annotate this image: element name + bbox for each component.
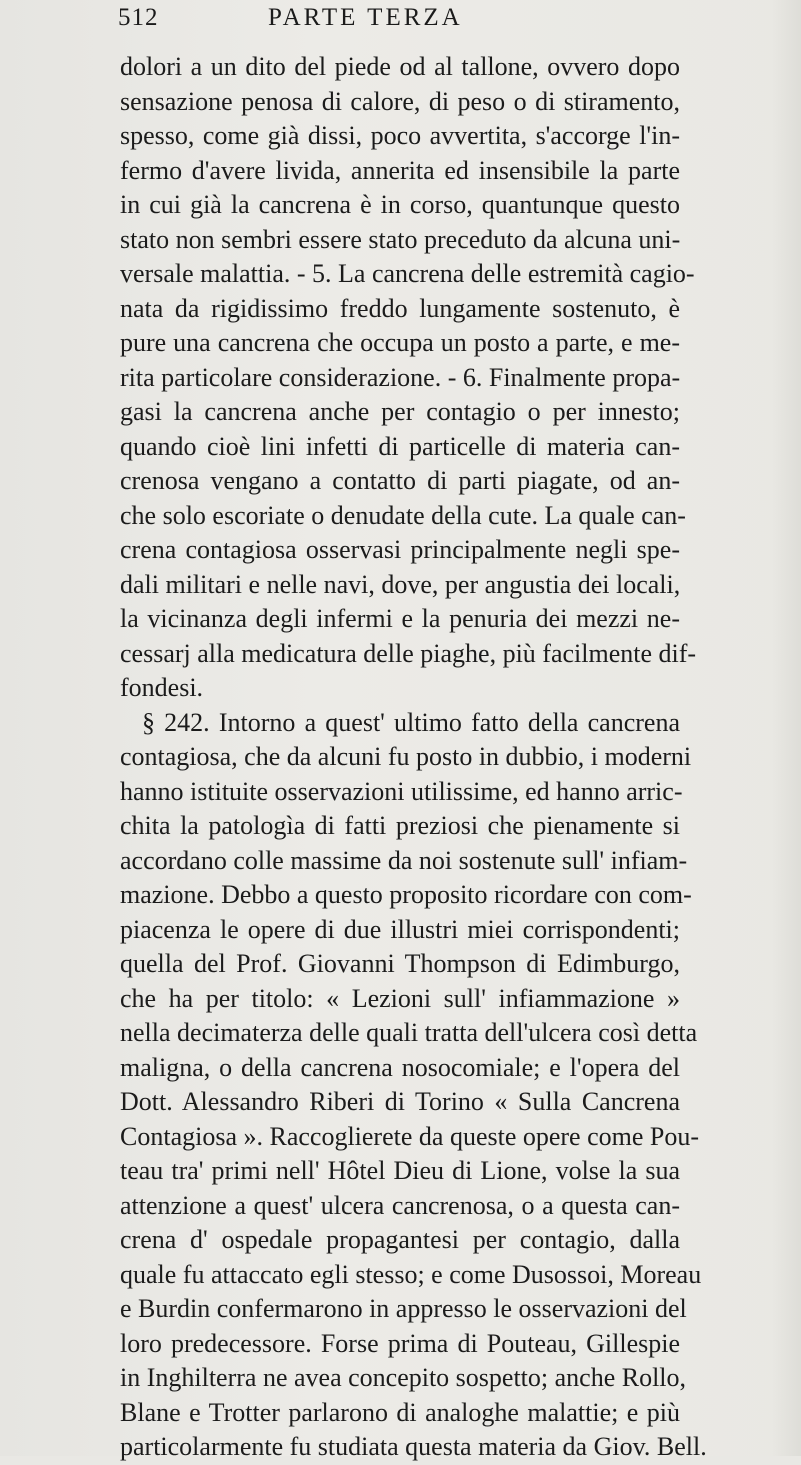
- text-line: versale malattia. - 5. La cancrena delle estremità cagio-: [120, 259, 695, 288]
- paragraph-start-line: § 242. Intorno a quest' ultimo fatto della cancrena: [142, 707, 680, 737]
- text-line: nata da rigidissimo freddo lungamente sostenuto, è: [120, 293, 680, 323]
- text-line: accordano colle massime da noi sostenute sull' infiam-: [120, 845, 688, 875]
- text-line: Dott. Alessandro Riberi di Torino « Sulla Cancrena: [120, 1087, 680, 1116]
- body-text: [120, 50, 707, 1465]
- text-line: fermo d'avere livida, annerita ed insensibile la parte: [120, 155, 680, 185]
- text-line: stato non sembri essere stato preceduto da alcuna uni-: [120, 224, 681, 254]
- text-line: e Burdin confermarono in appresso le osservazioni del: [120, 1294, 687, 1323]
- text-line: dolori a un dito del piede od al tallone, ovvero dopo: [120, 52, 680, 81]
- text-line: piacenza le opere di due illustri miei corrispondenti;: [120, 914, 680, 944]
- text-line: attenzione a quest' ulcera cancrenosa, o a questa can-: [120, 1190, 680, 1220]
- text-line: quale fu attaccato egli stesso; e come Dusossoi, Moreau: [120, 1259, 702, 1289]
- text-line: in cui già la cancrena è in corso, quantunque questo: [120, 190, 680, 219]
- text-line: sensazione penosa di calore, di peso o di stiramento,: [120, 86, 680, 116]
- running-head: PARTE TERZA: [268, 4, 463, 31]
- text-line: Contagiosa ». Raccoglierete da queste opere come Pou-: [120, 1121, 700, 1151]
- text-line: mazione. Debbo a questo proposito ricordare con com-: [120, 880, 692, 909]
- text-line: dali militari e nelle navi, dove, per angustia dei locali,: [120, 569, 681, 599]
- text-line: che ha per titolo: « Lezioni sull' infiammazione »: [120, 983, 680, 1013]
- text-line: crena contagiosa osservasi principalmente negli spe-: [120, 535, 680, 564]
- text-line: crena d' ospedale propagantesi per contagio, dalla: [120, 1225, 680, 1254]
- text-line: maligna, o della cancrena nosocomiale; e l'opera del: [120, 1052, 680, 1082]
- text-line: quella del Prof. Giovanni Thompson di Edimburgo,: [120, 949, 680, 978]
- text-line: spesso, come già dissi, poco avvertita, s'accorge l'in-: [120, 121, 680, 150]
- page-number: 512: [118, 4, 159, 31]
- text-line: teau tra' primi nell' Hôtel Dieu di Lione, volse la sua: [120, 1156, 680, 1185]
- text-line: in Inghilterra ne avea concepito sospetto; anche Rollo,: [120, 1363, 687, 1392]
- text-line: hanno istituite osservazioni utilissime, ed hanno arric-: [120, 776, 683, 806]
- text-line: rita particolare considerazione. - 6. Finalmente propa-: [120, 362, 681, 392]
- page-header: [118, 4, 678, 44]
- text-line: fondesi.: [120, 673, 204, 702]
- text-line: pure una cancrena che occupa un posto a parte, e me-: [120, 328, 680, 357]
- text-line: loro predecessore. Forse prima di Pouteau, Gillespie: [120, 1328, 680, 1358]
- text-line: nella decimaterza delle quali tratta dell'ulcera così detta: [120, 1018, 698, 1047]
- text-line: la vicinanza degli infermi e la penuria dei mezzi ne-: [120, 604, 680, 633]
- text-line: contagiosa, che da alcuni fu posto in dubbio, i moderni: [120, 742, 692, 771]
- text-line: particolarmente fu studiata questa materia da Giov. Bell.: [120, 1432, 707, 1461]
- text-line: crenosa vengano a contatto di parti piagate, od an-: [120, 466, 680, 495]
- text-line: chita la patologìa di fatti preziosi che pienamente si: [120, 811, 680, 840]
- text-line: quando cioè lini infetti di particelle di materia can-: [120, 431, 680, 461]
- text-line: cessarj alla medicatura delle piaghe, più facilmente dif-: [120, 638, 697, 668]
- page-edge-shadow: [771, 0, 801, 1456]
- text-line: gasi la cancrena anche per contagio o per innesto;: [120, 397, 680, 426]
- text-line: Blane e Trotter parlarono di analoghe malattie; e più: [120, 1397, 680, 1427]
- text-line: che solo escoriate o denudate della cute. La quale can-: [120, 500, 686, 530]
